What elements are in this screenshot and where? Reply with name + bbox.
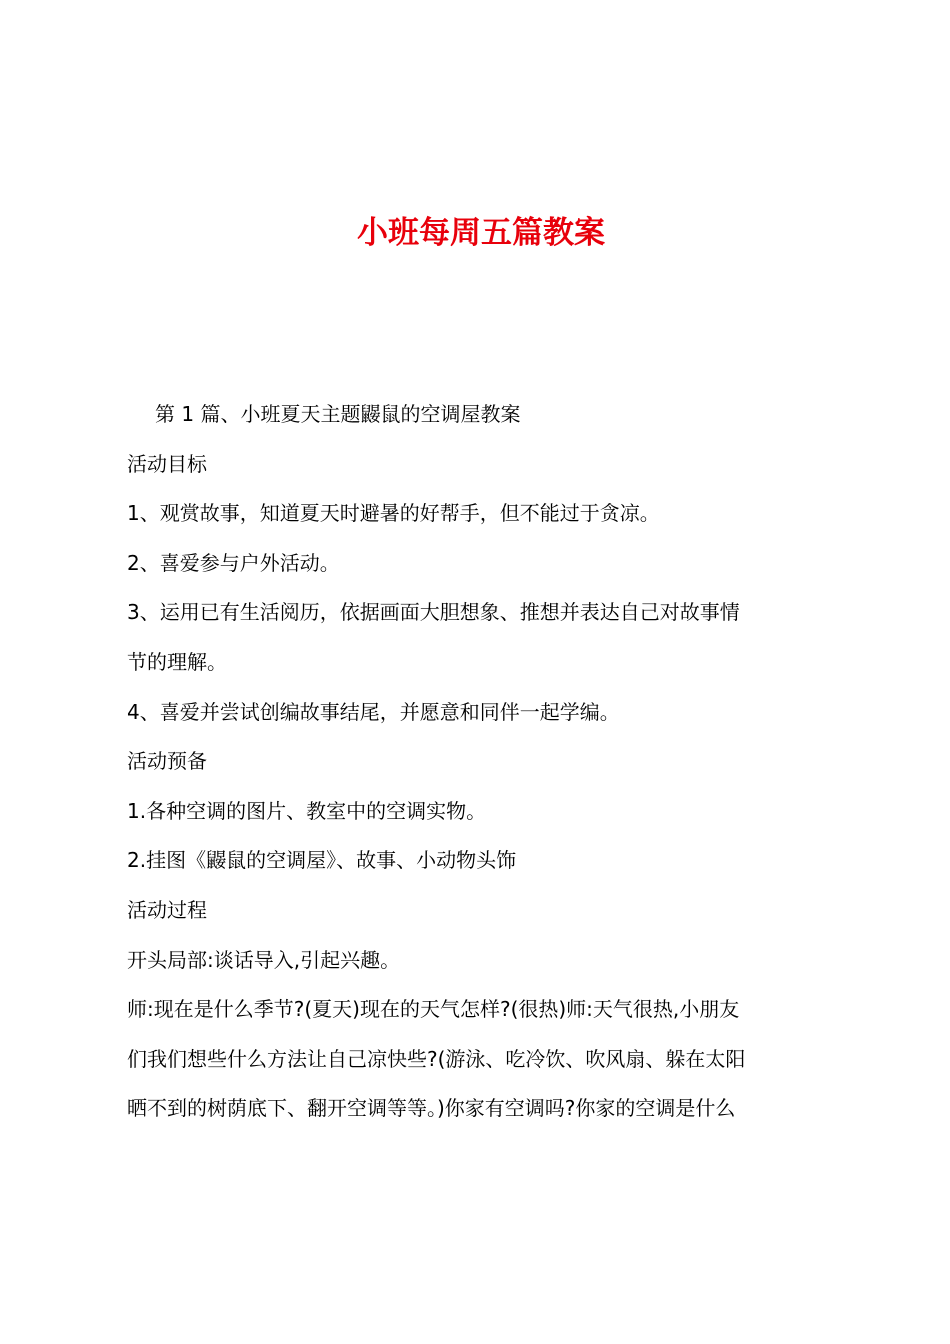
goal-item-3-continued: 节的理解。 (127, 649, 227, 674)
goal-item-2: 2、喜爱参与户外活动。 (127, 550, 340, 575)
preparation-item-1: 1.各种空调的图片、教室中的空调实物。 (127, 798, 487, 823)
section-heading: 第 1 篇、小班夏天主题鼹鼠的空调屋教案 (155, 402, 521, 426)
paragraph-line: 师:现在是什么季节?(夏天)现在的天气怎样?(很热)师:天气很热,小朋友 (127, 997, 740, 1022)
preparation-item-2: 2.挂图《鼹鼠的空调屋》、故事、小动物头饰 (127, 848, 517, 873)
goal-item-4: 4、喜爱并尝试创编故事结尾，并愿意和同伴一起学编。 (127, 699, 620, 724)
document-title: 小班每周五篇教案 (357, 215, 605, 251)
goal-item-1: 1、观赏故事，知道夏天时避暑的好帮手，但不能过于贪凉。 (127, 501, 660, 526)
paragraph-line: 们我们想些什么方法让自己凉快些?(游泳、吃冷饮、吹风扇、躲在太阳 (127, 1046, 746, 1071)
process-intro: 开头局部:谈话导入,引起兴趣。 (127, 947, 401, 972)
subheading-activity-preparation: 活动预备 (127, 749, 207, 774)
document-body (127, 390, 839, 1134)
paragraph-line: 晒不到的树荫底下、翻开空调等等。)你家有空调吗?你家的空调是什么 (127, 1096, 736, 1121)
subheading-activity-process: 活动过程 (127, 897, 207, 922)
subheading-activity-goals: 活动目标 (127, 451, 207, 476)
goal-item-3: 3、运用已有生活阅历，依据画面大胆想象、推想并表达自己对故事情 (127, 600, 740, 625)
